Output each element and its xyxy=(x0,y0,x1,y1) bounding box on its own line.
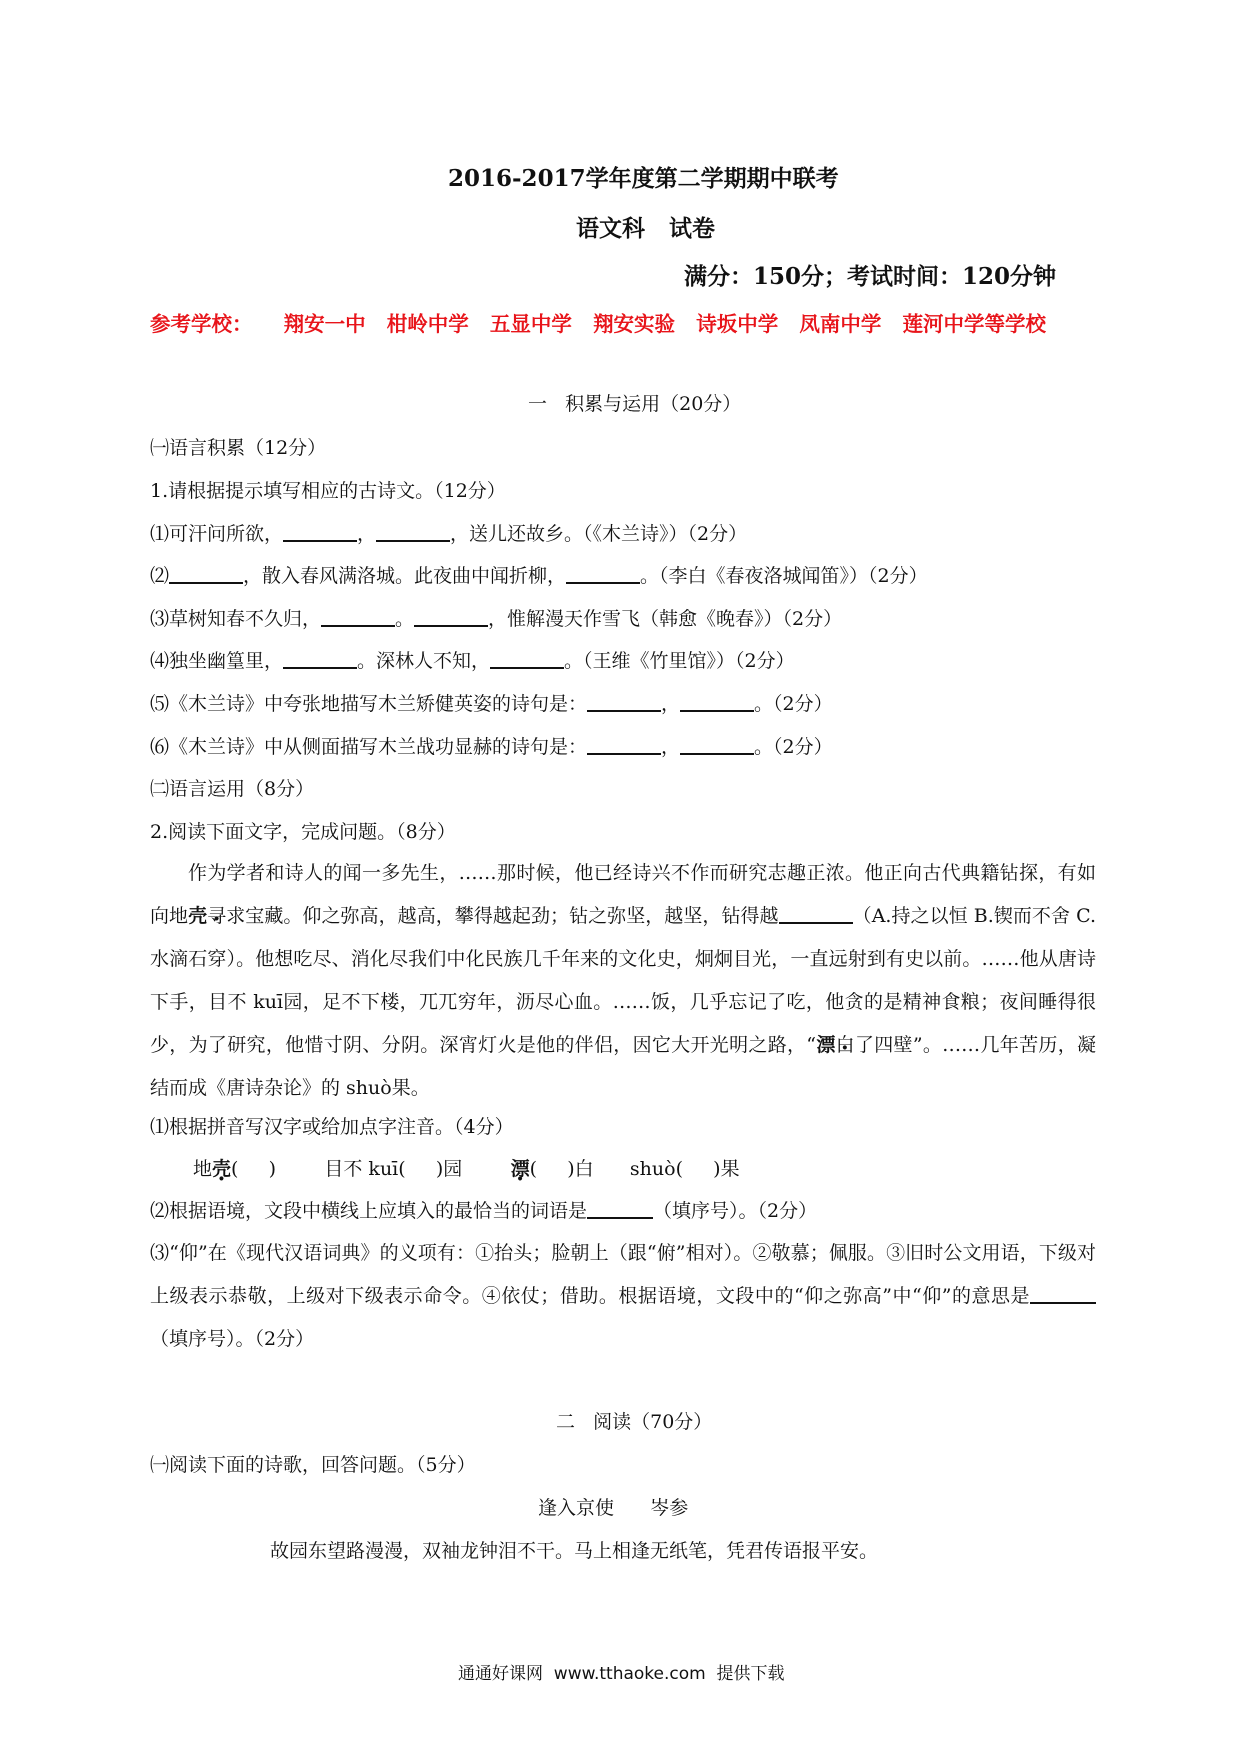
answer-blank[interactable] xyxy=(587,1199,653,1219)
part-heading: ㈠语言积累（12分） xyxy=(150,437,327,459)
answer-blank[interactable] xyxy=(321,607,395,627)
answer-blank[interactable] xyxy=(1030,1284,1096,1304)
school-item: 翔安实验 xyxy=(593,312,676,336)
schools-label: 参考学校： xyxy=(150,312,253,336)
poem-body: 故园东望路漫漫，双袖龙钟泪不干。马上相逢无纸笔，凭君传语报平安。 xyxy=(270,1540,879,1562)
school-item: 莲河中学等学校 xyxy=(902,312,1046,336)
fill-in-item: ⑸《木兰诗》中夸张地描写木兰矫健英姿的诗句是： ， 。（2分） xyxy=(150,693,833,715)
dotted-character: 壳 · xyxy=(188,905,207,927)
answer-blank[interactable] xyxy=(490,649,564,669)
answer-blank[interactable] xyxy=(283,649,357,669)
question-2: 2.阅读下面文字，完成问题。（8分） xyxy=(150,821,456,843)
sub-question-3: ⑶“仰”在《现代汉语词典》的义项有：①抬头；脸朝上（跟“俯”相对）。②敬慕；佩服。③旧时公文用语，下级对上级表示恭敬，上级对下级表示命令。④依仗；借助。根据语境，文段中的“仰之弥高”中“仰”的意思是（填序号）。（2分） xyxy=(150,1242,1096,1350)
exam-title: 2016-2017学年度第二学期期中联考 xyxy=(448,165,839,192)
answer-blank[interactable] xyxy=(566,564,640,584)
answer-blank[interactable] xyxy=(680,692,754,712)
fill-in-item: ⑵ ，散入春风满洛城。此夜曲中闻折柳， 。（李白《春夜洛城闻笛》）（2分） xyxy=(150,565,928,587)
school-item: 翔安一中 xyxy=(283,312,366,336)
part-heading: ㈠阅读下面的诗歌，回答问题。（5分） xyxy=(150,1454,476,1476)
fill-in-item: ⑴可汗问所欲， ， ，送儿还故乡。（《木兰诗》）（2分） xyxy=(150,523,748,545)
poem-title: 逢入京使 岑参 xyxy=(538,1497,689,1519)
reading-passage: 作为学者和诗人的闻一多先生，……那时候，他已经诗兴不作而研究志趣正浓。他正向古代典籍钻探，有如向地壳 ·寻求宝藏。仰之弥高，越高，攀得越起劲；钻之弥坚，越坚，钻得越 （A.持之以恒 B.锲而不舍 C.水滴石穿）。他想吃尽、消化尽我们中化民族几千年来的文化史，炯炯目光，一直远射到有史以前。……他从唐诗下手，目不 kuī园，足不下楼，兀兀穷年，沥尽心血。……饭，几乎忘记了吃，他贪的是精神食粮；夜间睡得很少，为了研究，他惜寸阴、分阴。深宵灯火是他的伴侣，因它大开光明之路，“漂 ·白了四壁”。……几年苦历，凝结而成《唐诗杂论》的 shuò果。 xyxy=(150,852,1096,1110)
exam-subject: 语文科 试卷 xyxy=(576,215,716,242)
participating-schools xyxy=(150,307,1046,337)
pinyin-items: 地壳( ) 目不 kuī( )园 漂( )白 shuò( )果 xyxy=(193,1158,740,1180)
answer-blank[interactable] xyxy=(587,735,661,755)
section-heading: 二 阅读（70分） xyxy=(556,1411,713,1433)
dotted-character: 壳 xyxy=(212,1158,232,1180)
part-heading: ㈡语言运用（8分） xyxy=(150,778,315,800)
fill-in-item: ⑶草树知春不久归， 。 ，惟解漫天作雪飞（韩愈《晚春》）（2分） xyxy=(150,608,843,630)
school-item: 五显中学 xyxy=(489,312,572,336)
answer-blank[interactable] xyxy=(414,607,488,627)
question-1: 1.请根据提示填写相应的古诗文。（12分） xyxy=(150,480,506,502)
answer-blank[interactable] xyxy=(283,522,357,542)
dotted-character: 漂 · xyxy=(816,1034,836,1056)
page-footer: 通通好课网 www.tthaoke.com 提供下载 xyxy=(458,1664,785,1684)
school-item: 诗坂中学 xyxy=(696,312,779,336)
fill-in-item: ⑹《木兰诗》中从侧面描写木兰战功显赫的诗句是： ， 。（2分） xyxy=(150,736,833,758)
section-heading: 一 积累与运用（20分） xyxy=(528,393,742,415)
answer-blank[interactable] xyxy=(169,564,243,584)
score-and-time: 满分：150分；考试时间：120分钟 xyxy=(684,263,1057,290)
sub-question-2: ⑵根据语境，文段中横线上应填入的最恰当的词语是 （填序号）。（2分） xyxy=(150,1200,818,1222)
dotted-character: 漂 xyxy=(510,1158,530,1180)
answer-blank[interactable] xyxy=(779,904,853,924)
answer-blank[interactable] xyxy=(587,692,661,712)
answer-blank[interactable] xyxy=(680,735,754,755)
sub-question-1: ⑴根据拼音写汉字或给加点字注音。（4分） xyxy=(150,1116,514,1138)
fill-in-item: ⑷独坐幽篁里， 。深林人不知， 。（王维《竹里馆》）（2分） xyxy=(150,650,795,672)
school-item: 凤南中学 xyxy=(799,312,882,336)
school-item: 柑岭中学 xyxy=(386,312,469,336)
answer-blank[interactable] xyxy=(376,522,450,542)
